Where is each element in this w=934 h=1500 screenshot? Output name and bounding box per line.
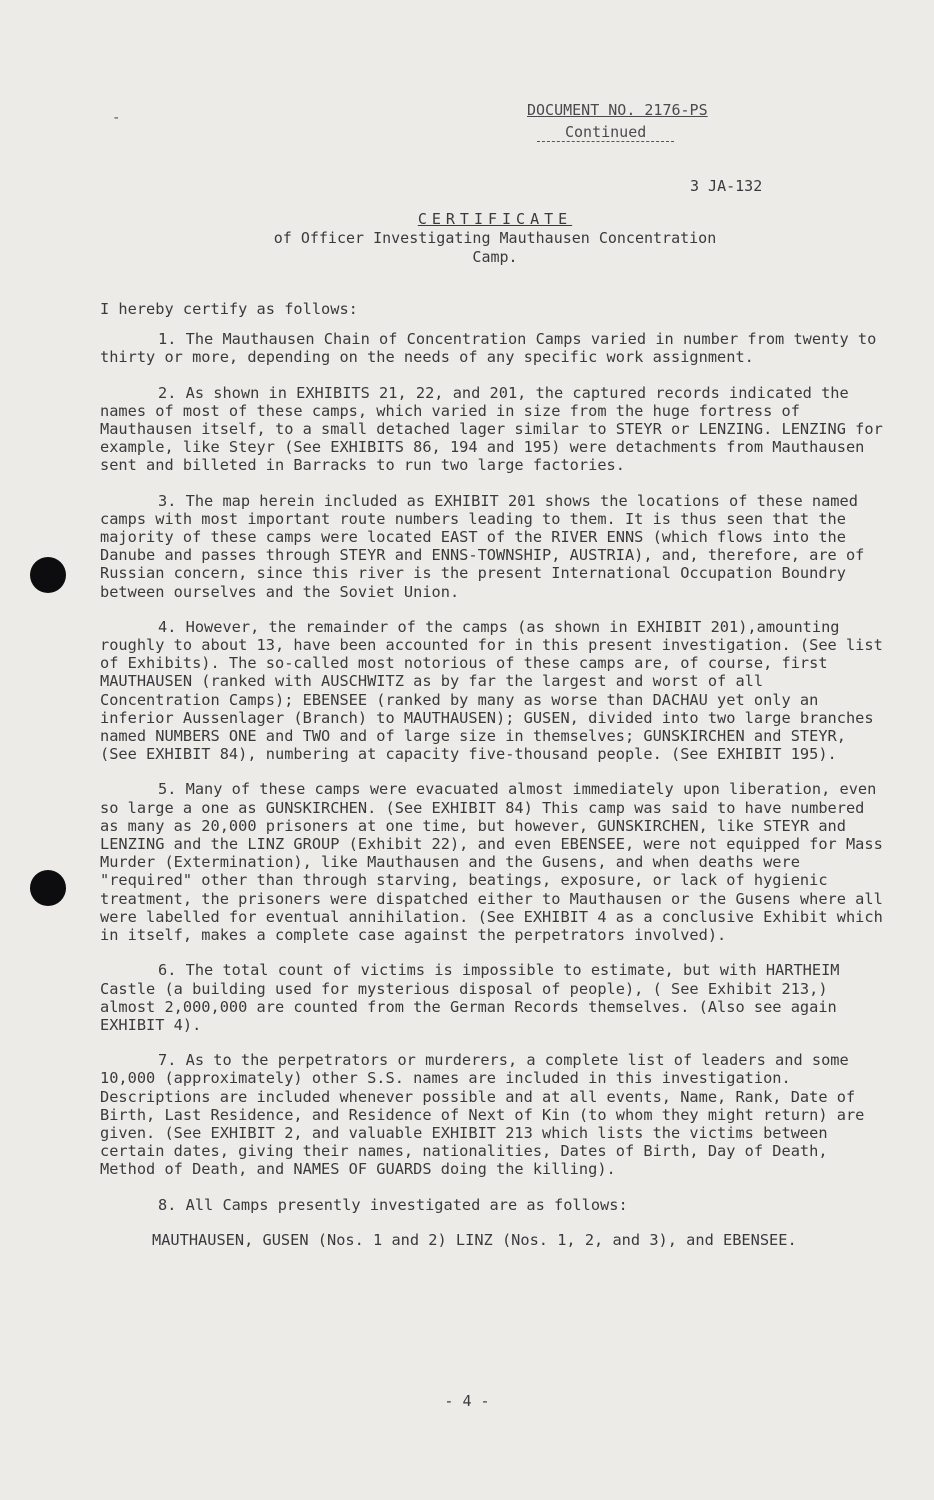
camps-list: MAUTHAUSEN, GUSEN (Nos. 1 and 2) LINZ (Nos. 1, 2, and 3), and EBENSEE. [152,1230,797,1249]
title-line-2: of Officer Investigating Mauthausen Concentration [273,229,717,247]
title-line-3: Camp. [472,248,518,266]
document-number: DOCUMENT NO. 2176-PS [527,101,708,119]
paragraph-2: 2. As shown in EXHIBITS 21, 22, and 201, the captured records indicated the names of most of these camps, which varied in size from the huge fortress of Mauthausen itself, to a small detached lager similar to STEYR or LENZING. LENZING for example, like Steyr (See EXHIBITS 86, 194 and 195) were detachments from Mauthausen sent and billeted in Barracks to run two large factories. [100,383,883,475]
intro-text: I hereby certify as follows: [100,300,358,318]
paragraph-4: 4. However, the remainder of the camps (as shown in EXHIBIT 201),amounting roughly to about 13, have been accounted for in this present investigation. (See list of Exhibits). The so-called most notorious of these camps are, of course, first MAUTHAUSEN (ranked with AUSCHWITZ as by far the largest and worst of all Concentration Camps); EBENSEE (ranked by many as worse than DACHAU yet only an inferior Aussenlager (Branch) to MAUTHAUSEN); GUSEN, divided into two large branches named NUMBERS ONE and TWO and of large size in themselves; GUNSKIRCHEN and STEYR, (See EXHIBIT 84), numbering at capacity five-thousand people. (See EXHIBIT 195). [100,617,883,764]
paragraph-5: 5. Many of these camps were evacuated almost immediately upon liberation, even so large a one as GUNSKIRCHEN. (See EXHIBIT 84) This camp was said to have numbered as many as 20,000 prisoners at one time, but however, GUNSKIRCHEN, like STEYR and LENZING and the LINZ GROUP (Exhibit 22), and even EBENSEE, were not equipped for Mass Murder (Extermination), like Mauthausen and the Gusens, and when deaths were "required" other than through starving, beatings, exposure, or lack of hygienic treatment, the prisoners were dispatched either to Mauthausen or the Gusens where all were labelled for eventual annihilation. (See EXHIBIT 4 as a conclusive Exhibit which in itself, makes a complete case against the perpetrators involved). [100,780,883,945]
page-number: - 4 - [444,1392,490,1410]
paragraph-6: 6. The total count of victims is impossible to estimate, but with HARTHEIM Castle (a building used for mysterious disposal of people), ( See Exhibit 213,) almost 2,000,000 are counted from the German Records themselves. (Also see again EXHIBIT 4). [100,961,840,1034]
title-line-1: CERTIFICATE [417,210,573,228]
paragraph-1: 1. The Mauthausen Chain of Concentration Camps varied in number from twenty to thirty or more, depending on the needs of any specific work assignment. [100,330,877,367]
certificate-title [250,210,740,267]
corner-mark: - [112,110,121,126]
paragraph-7: 7. As to the perpetrators or murderers, a complete list of leaders and some 10,000 (approximately) other S.S. names are included in this investigation. Descriptions are included whenever possible and at all events, Name, Rank, Date of Birth, Last Residence, and Residence of Next of Kin (to whom they might return) are given. (See EXHIBIT 2, and valuable EXHIBIT 213 which lists the victims between certain dates, giving their names, nationalities, Dates of Birth, Day of Death, Method of Death, and NAMES OF GUARDS doing the killing). [100,1051,865,1179]
reference-code: 3 JA-132 [690,177,763,195]
punch-hole [30,870,66,906]
document-body [100,300,890,1266]
paragraph-3: 3. The map herein included as EXHIBIT 201 shows the locations of these named camps with most important route numbers leading to them. It is thus seen that the majority of these camps were located EAST of the RIVER ENNS (which flows into the Danube and passes through STEYR and ENNS-TOWNSHIP, AUSTRIA), and, therefore, are of Russian concern, since this river is the present International Occupation Boundry between ourselves and the Soviet Union. [100,491,865,601]
punch-hole [30,557,66,593]
paragraph-8: 8. All Camps presently investigated are as follows: [158,1195,628,1214]
document-continued: Continued [537,123,674,142]
document-number-block [527,99,727,143]
